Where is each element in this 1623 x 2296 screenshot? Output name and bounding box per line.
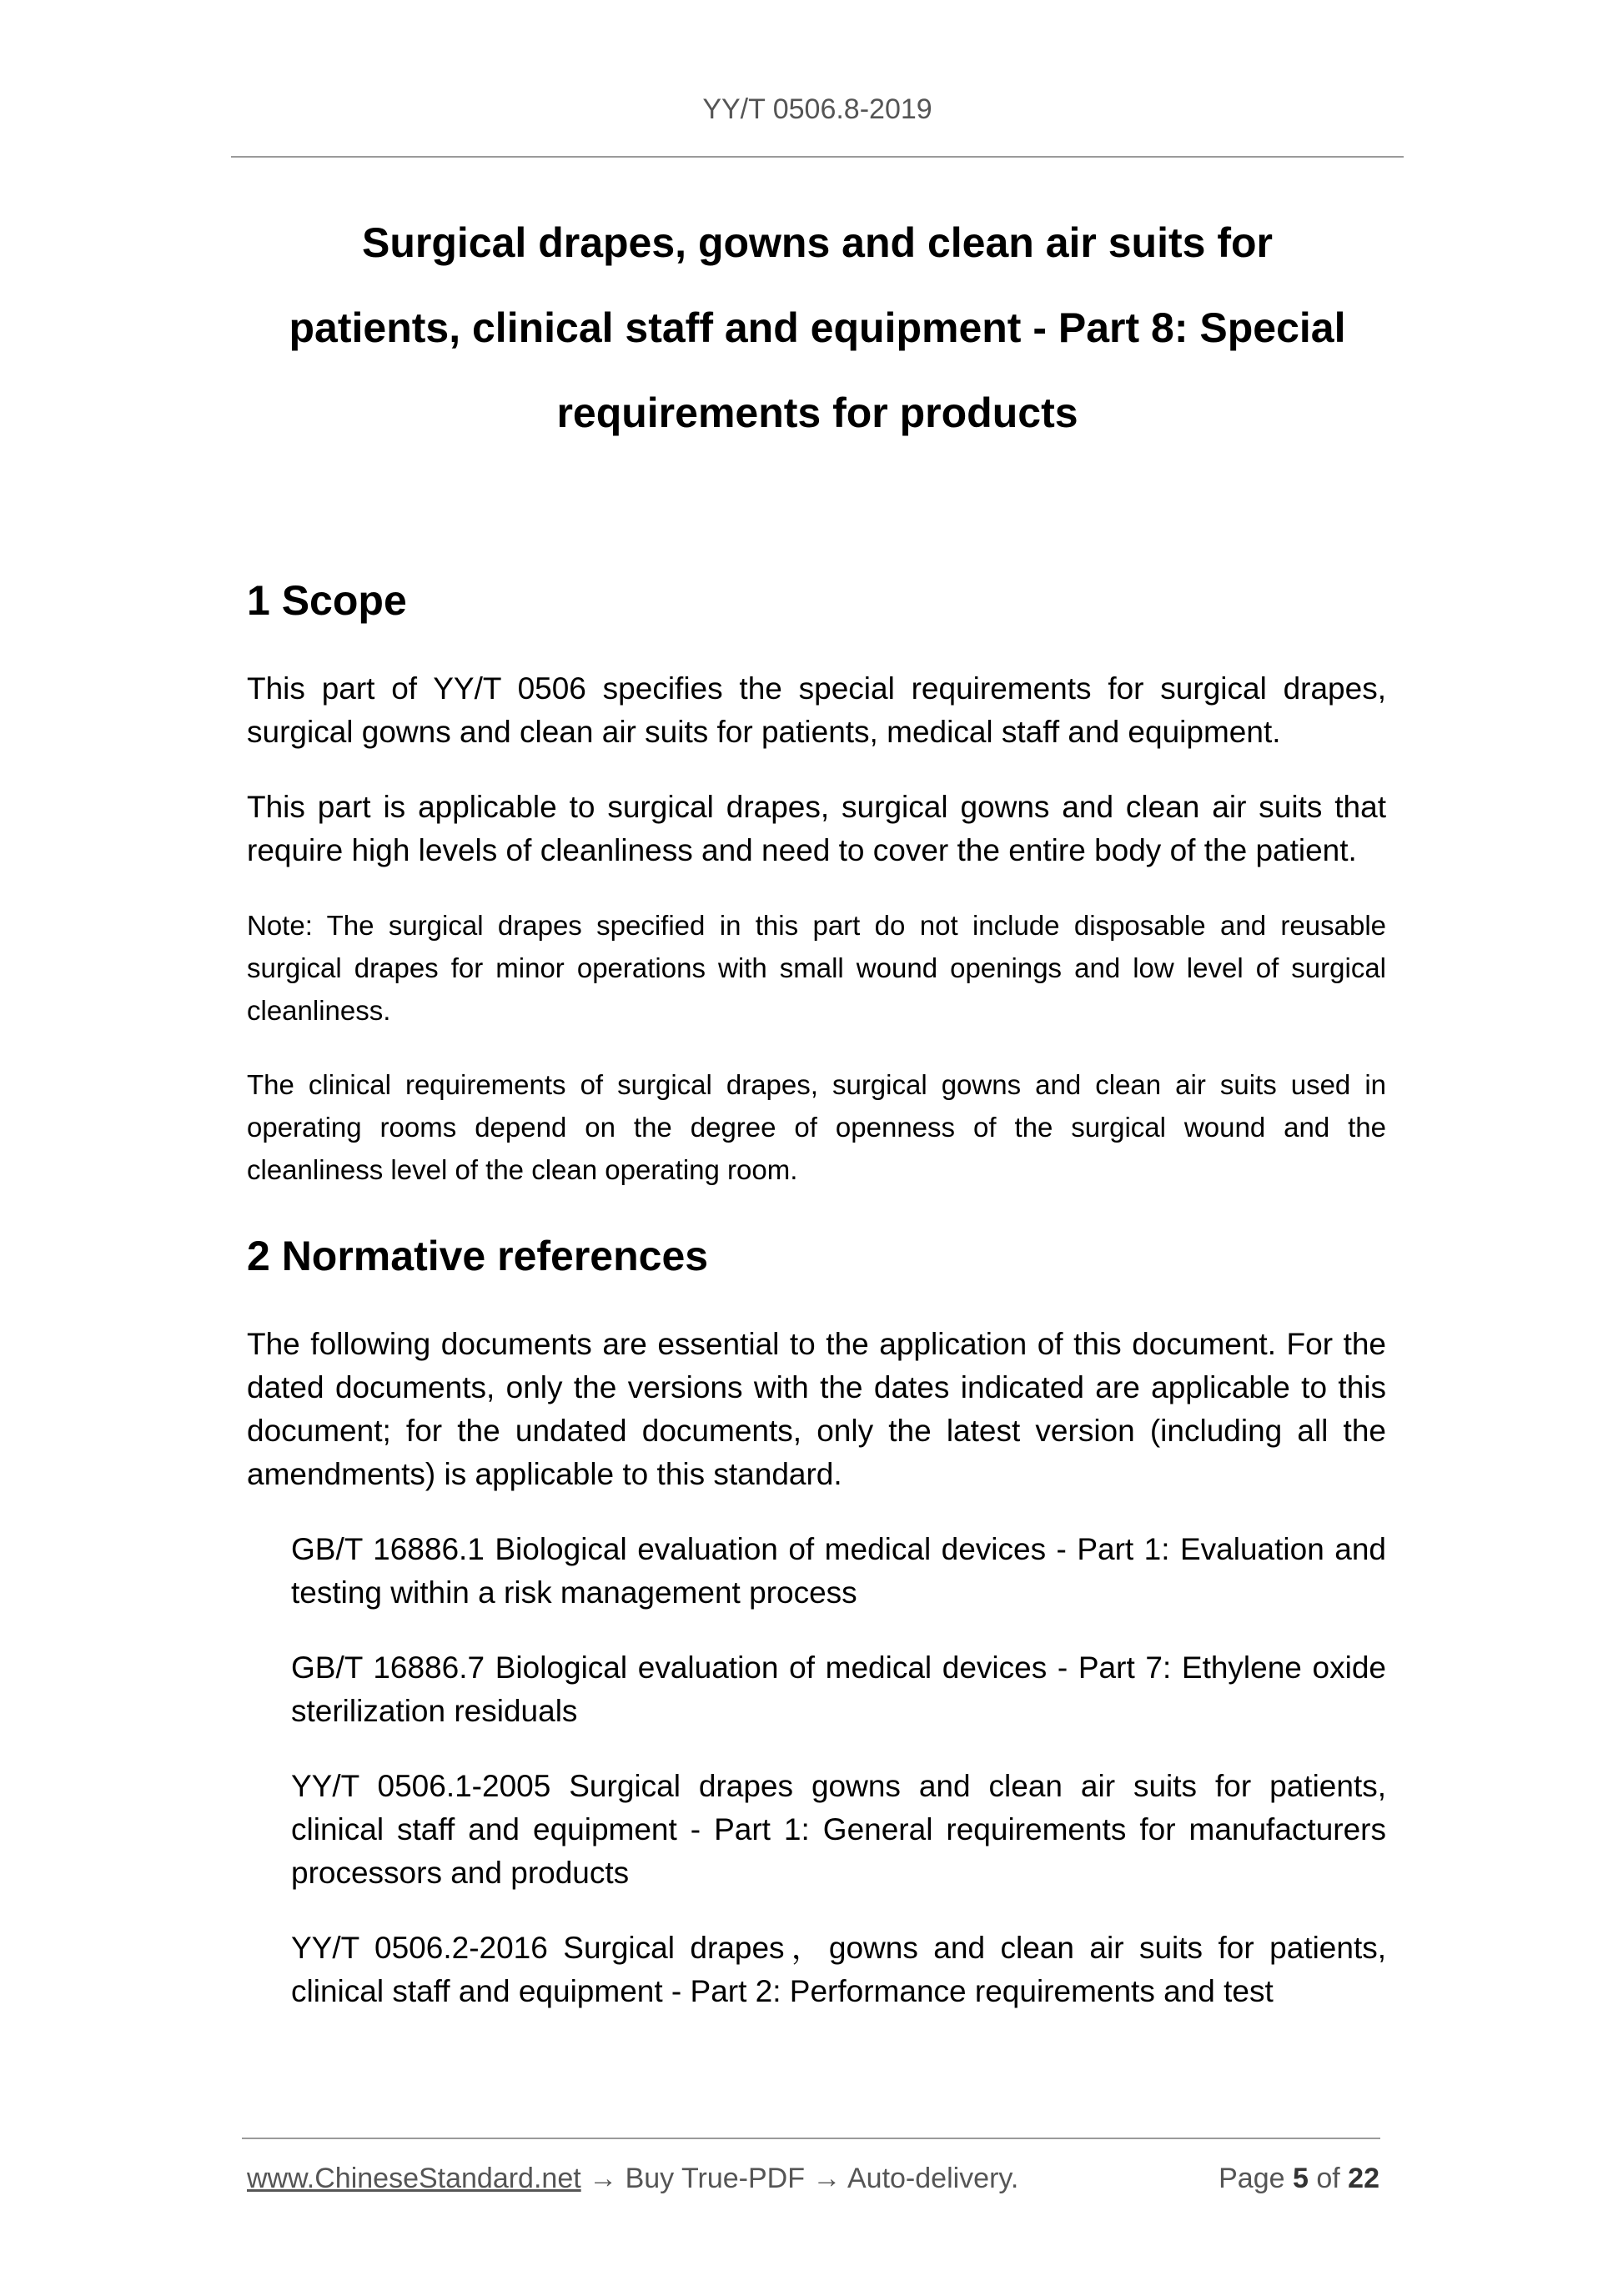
document-body [247,575,1386,2045]
reference-item: YY/T 0506.1-2005 Surgical drapes gowns and clean air suits for patients, clinical staff and equipment - Part 1: General requirements for manufacturers processors and products [291,1769,1386,1890]
reference-item: GB/T 16886.7 Biological evaluation of medical devices - Part 7: Ethylene oxide sterilization residuals [291,1650,1386,1728]
title-line-2: patients, clinical staff and equipment - Part 8: Special [289,304,1346,351]
reference-item: YY/T 0506.2-2016 Surgical drapes，gowns and clean air suits for patients, clinical staff and equipment - Part 2: Performance requirements and test [291,1931,1386,2008]
reference-item: GB/T 16886.1 Biological evaluation of medical devices - Part 1: Evaluation and testing within a risk management process [291,1532,1386,1610]
footer-divider [242,2138,1380,2139]
current-page: 5 [1292,2163,1309,2194]
document-title [231,200,1404,455]
footer-promo: → Buy True-PDF → Auto-delivery. [580,2163,1019,2194]
scope-note: Note: The surgical drapes specified in this part do not include disposable and reusable surgical drapes for minor operations with small wound openings and low level of surgical cleanliness. [247,910,1386,1026]
section-heading-normative-references: 2 Normative references [247,1233,709,1279]
title-line-1: Surgical drapes, gowns and clean air suits for [362,219,1273,266]
header-divider [231,156,1404,158]
normative-intro: The following documents are essential to the application of this document. For the dated documents, only the versions with the dates indicated are applicable to this document; for the undated documents, only the latest version (including all the amendments) is applicable to this standard. [247,1327,1386,1491]
running-header: YY/T 0506.8-2019 [702,93,932,125]
title-line-3: requirements for products [556,389,1078,436]
scope-paragraph-2: This part is applicable to surgical drapes, surgical gowns and clean air suits that require high levels of cleanliness and need to cover the entire body of the patient. [247,790,1386,867]
total-pages: 22 [1348,2163,1379,2194]
page-footer [247,2158,1386,2199]
scope-paragraph-3: The clinical requirements of surgical drapes, surgical gowns and clean air suits used in operating rooms depend on the degree of openness of the surgical wound and the cleanliness level of the clean operating room. [247,1069,1386,1185]
website-link[interactable]: www.ChineseStandard.net [247,2163,581,2194]
page-number: Page 5 of 22 [1219,2163,1379,2194]
section-heading-scope: 1 Scope [247,577,407,624]
scope-paragraph-1: This part of YY/T 0506 specifies the special requirements for surgical drapes, surgical gowns and clean air suits for patients, medical staff and equipment. [247,671,1386,749]
